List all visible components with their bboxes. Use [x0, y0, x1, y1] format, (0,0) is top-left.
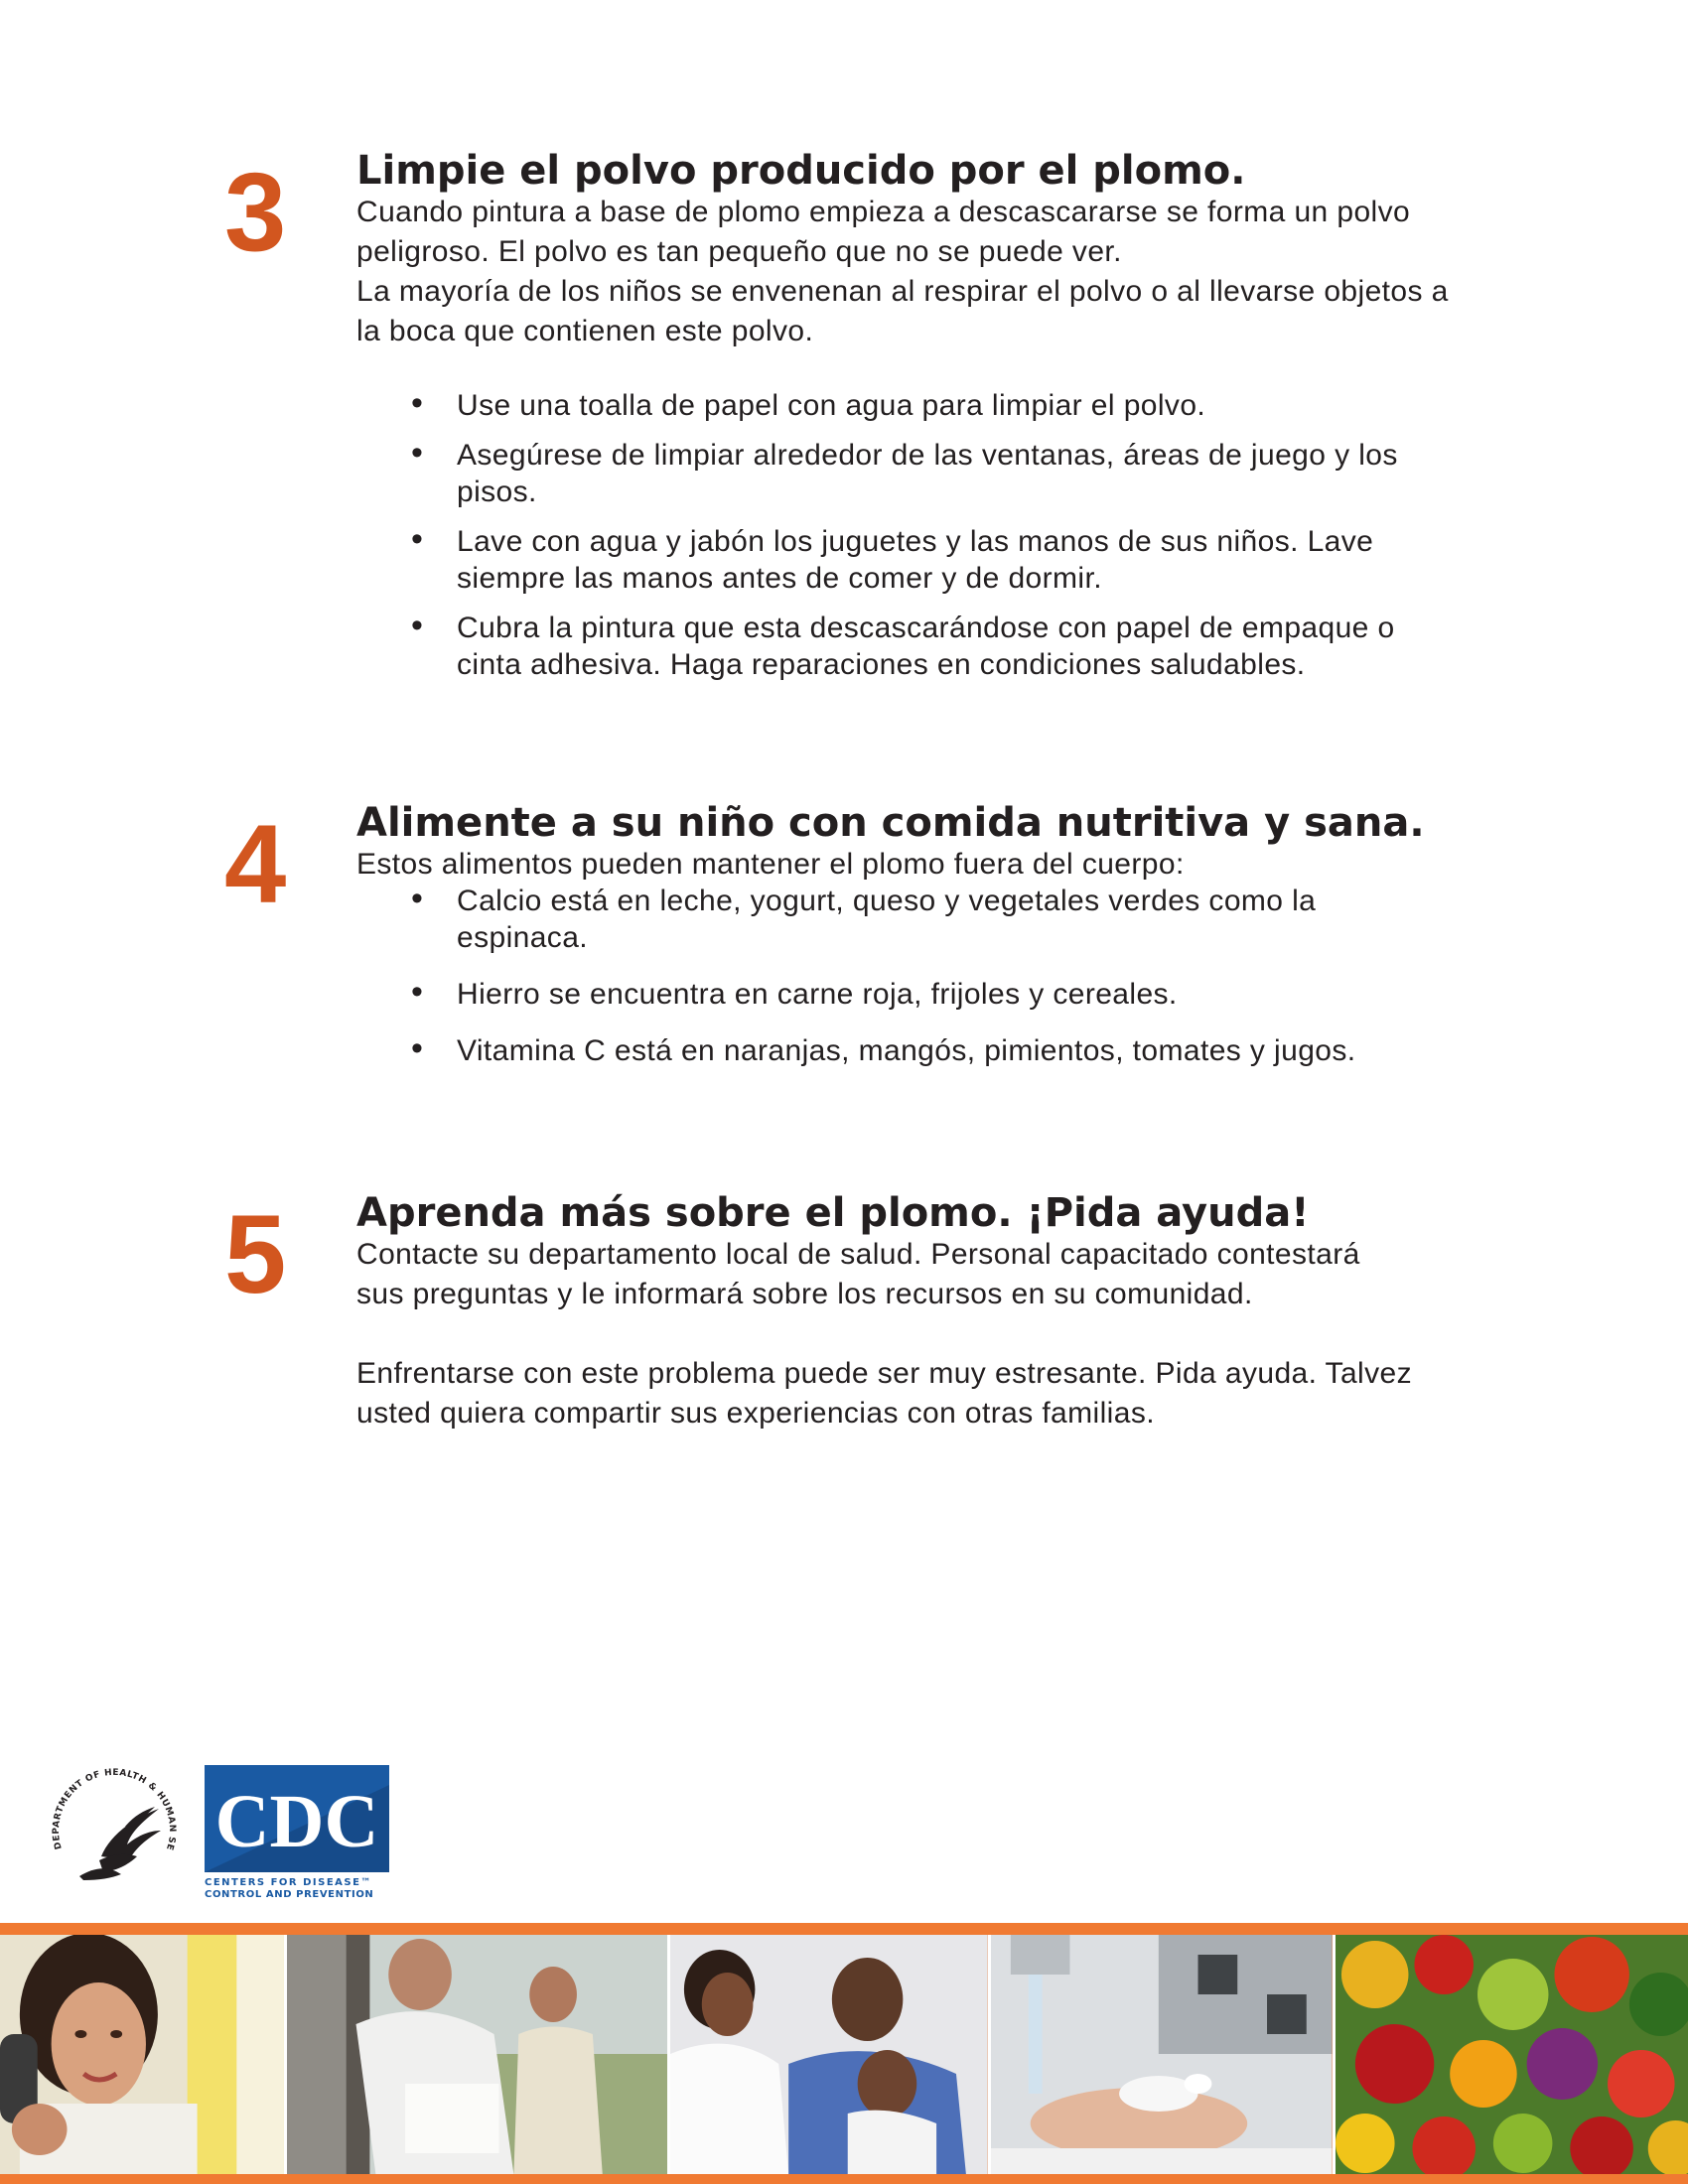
fruits-vegetables-photo: [1333, 1935, 1688, 2174]
svg-text:DEPARTMENT OF HEALTH & HUMAN S: [40, 1757, 177, 1851]
section-heading: Aprenda más sobre el plomo. ¡Pida ayuda!: [356, 1190, 1310, 1236]
cdc-name-line-1: CENTERS FOR DISEASE™: [205, 1877, 372, 1888]
step-number: 5: [224, 1192, 287, 1316]
cdc-letters: CDC: [214, 1780, 379, 1863]
agency-logos: [40, 1757, 437, 1906]
handwashing-photo: [988, 1935, 1333, 2174]
hhs-seal-logo: [40, 1757, 189, 1906]
cdc-logo: [205, 1765, 389, 1900]
step-number: 4: [224, 802, 287, 926]
section-heading: Limpie el polvo producido por el plomo.: [356, 148, 1246, 194]
section-content: [356, 801, 1498, 1089]
section-content: [356, 149, 1498, 696]
doctor-with-family-photo: [667, 1935, 988, 2174]
intro-paragraph: Estos alimentos pueden mantener el plomo fuera del cuerpo:: [356, 848, 1185, 881]
intro-paragraph: Cuando pintura a base de plomo empieza a descascararse se forma un polvo peligroso. El polvo es tan pequeño que no se puede ver.: [356, 196, 1411, 268]
foods-list: [356, 883, 1498, 1069]
list-item: • Cubra la pintura que esta descascarándose con papel de empaque o cinta adhesiva. Haga reparaciones en condiciones saludables.: [356, 610, 1450, 683]
woman-on-phone-photo: [0, 1935, 284, 2174]
list-item: • Asegúrese de limpiar alrededor de las ventanas, áreas de juego y los pisos.: [356, 437, 1460, 510]
step-number: 3: [224, 150, 287, 274]
list-item: • Use una toalla de papel con agua para limpiar el polvo.: [356, 387, 1450, 424]
list-item: • Calcio está en leche, yogurt, queso y vegetales verdes como la espinaca.: [356, 883, 1450, 956]
intro-paragraph: La mayoría de los niños se envenenan al respirar el polvo o al llevarse objetos a la boca que contienen este polvo.: [356, 275, 1449, 347]
section-heading: Alimente a su niño con comida nutritiva y sana.: [356, 800, 1425, 846]
cdc-name-line-2: CONTROL AND PREVENTION: [205, 1889, 374, 1900]
section-content: [356, 1191, 1498, 1433]
tips-list: [356, 387, 1498, 683]
list-item: • Lave con agua y jabón los juguetes y las manos de sus niños. Lave siempre las manos antes de comer y de dormir.: [356, 523, 1450, 597]
hhs-seal-text: DEPARTMENT OF HEALTH & HUMAN SE: [51, 1767, 178, 1852]
home-inspection-photo: [284, 1935, 667, 2174]
body-paragraph: Enfrentarse con este problema puede ser muy estresante. Pida ayuda. Talvez usted quiera compartir sus experiencias con otras familias.: [356, 1357, 1412, 1430]
footer-photo-strip: [0, 1923, 1688, 2184]
list-item: • Vitamina C está en naranjas, mangós, pimientos, tomates y jugos.: [356, 1032, 1390, 1069]
list-item: • Hierro se encuentra en carne roja, frijoles y cereales.: [356, 976, 1498, 1013]
body-paragraph: Contacte su departamento local de salud. Personal capacitado contestará sus preguntas y le informará sobre los recursos en su comunidad.: [356, 1238, 1360, 1310]
